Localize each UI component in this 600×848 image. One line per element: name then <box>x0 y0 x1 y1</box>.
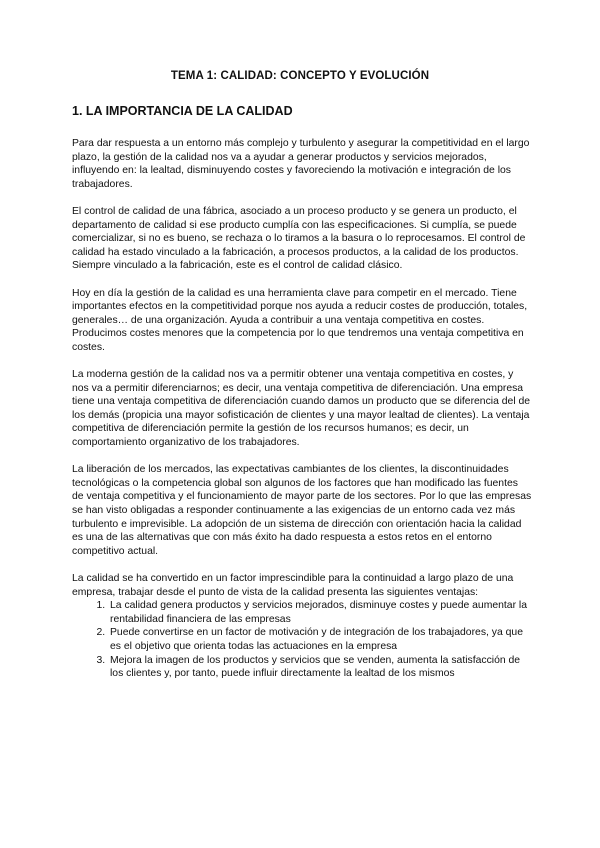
paragraph-differentiation: La moderna gestión de la calidad nos va a permitir obtener una ventaja competitiva en costes, y nos va a permitir diferenciarnos; es decir, una ventaja competitiva de diferenciación. Una empresa tiene una ventaja competitiva de diferenciación cuando damos un producto que se diferencia del de los demás (propicia una mayor sofisticación de clientes y una mayor lealtad de clientes). La ventaja competitiva de diferenciación permite la gestión de los recursos humanos; es decir, un comportamiento organizativo de los trabajadores. <box>72 369 531 449</box>
section-heading: 1. LA IMPORTANCIA DE LA CALIDAD <box>72 104 293 118</box>
advantages-list <box>72 599 532 681</box>
paragraph-cost-advantage: Hoy en día la gestión de la calidad es una herramienta clave para competir en el mercado. Tiene importantes efectos en la competitividad porque nos ayuda a reducir costes de producción, totales, generales… de una organización. Ayuda a contribuir a una ventaja competitiva en costes. Producimos costes menores que la competencia por lo que tendremos una ventaja competitiva en costes. <box>72 287 528 353</box>
paragraph-classic-quality-control: El control de calidad de una fábrica, asociado a un proceso producto y se genera un producto, el departamento de calidad si ese producto cumplía con las especificaciones. Si cumplía, se puede comercializar, si no es bueno, se rechaza o lo tiramos a la basura o lo reprocesamos. El control de calidad ha estado vinculado a la fabricación, a procesos productos, a la calidad de los productos. Siempre vinculado a la fabricación, este es el control de calidad clásico. <box>72 205 526 272</box>
paragraph-advantages-intro: La calidad se ha convertido en un factor imprescindible para la continuidad a largo plazo de una empresa, trabajar desde el punto de vista de la calidad presenta las siguientes ventajas: <box>72 573 514 598</box>
list-item: 3. Mejora la imagen de los productos y servicios que se venden, aumenta la satisfacción de los clientes y, por tanto, puede influir directamente la lealtad de los mismos <box>108 654 532 681</box>
list-item: 2. Puede convertirse en un factor de motivación y de integración de los trabajadores, ya que es el objetivo que orienta todas las actuaciones en la empresa <box>108 626 532 653</box>
list-item: 1. La calidad genera productos y servicios mejorados, disminuye costes y puede aumentar la rentabilidad financiera de las empresas <box>108 599 532 626</box>
document-body <box>72 137 532 681</box>
paragraph-intro: Para dar respuesta a un entorno más complejo y turbulento y asegurar la competitividad en el largo plazo, la gestión de la calidad nos va a ayudar a generar productos y servicios mejorados, influyendo en: la lealtad, disminuyendo costes y favoreciendo la motivación e integración de los trabajadores. <box>72 138 530 190</box>
paragraph-market-factors: La liberación de los mercados, las expectativas cambiantes de los clientes, la discontinuidades tecnológicas o la competencia global son algunos de los factores que han modificado las fuentes de ventaja competitiva y el funcionamiento de mayor parte de los sectores. Por lo que las empresas se han visto obligadas a responder continuamente a las exigencias de un entorno cada vez más turbulento e imprevisible. La adopción de un sistema de dirección con orientación hacia la calidad es una de las alternativas que con más éxito ha dado respuesta a estos retos en el entorno competitivo actual. <box>72 464 532 557</box>
document-title: TEMA 1: CALIDAD: CONCEPTO Y EVOLUCIÓN <box>170 70 430 82</box>
